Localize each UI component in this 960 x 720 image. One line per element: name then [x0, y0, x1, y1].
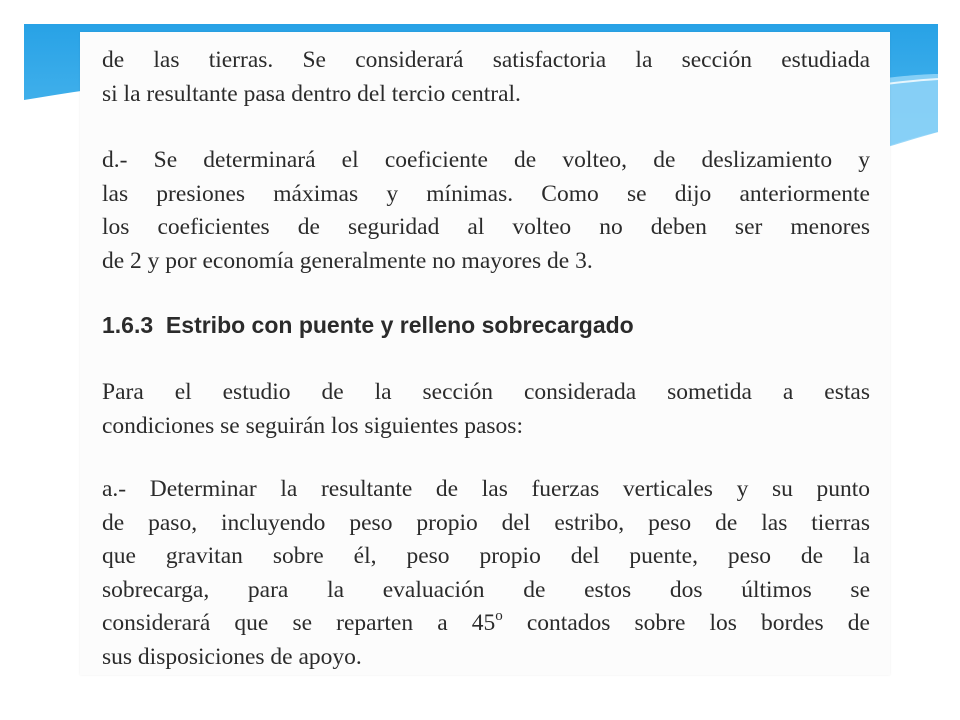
text-line-with-superscript	[102, 607, 870, 641]
paragraph-1	[102, 44, 870, 111]
section-heading: 1.6.3 Estribo con puente y relleno sobrecargado	[102, 312, 634, 338]
text-line: d.- Se determinará el coeficiente de volteo, de deslizamiento y	[102, 147, 870, 173]
degree-superscript: o	[495, 608, 503, 624]
paragraph-4	[102, 473, 870, 674]
document-text	[102, 44, 870, 674]
text-line: de las tierras. Se considerará satisfactoria la sección estudiada	[102, 47, 870, 73]
text-line: sus disposiciones de apoyo.	[102, 643, 362, 670]
text-line: a.- Determinar la resultante de las fuerzas verticales y su punto	[102, 476, 870, 502]
scanned-page	[80, 32, 890, 675]
text-segment: contados sobre los bordes de	[502, 610, 870, 636]
text-segment: considerará que se reparten a 45	[102, 610, 496, 636]
text-line: condiciones se seguirán los siguientes pasos:	[102, 412, 523, 439]
text-line: que gravitan sobre él, peso propio del puente, peso de la	[102, 543, 870, 569]
text-line: Para el estudio de la sección considerada sometida a estas	[102, 379, 870, 405]
text-line: de 2 y por economía generalmente no mayores de 3.	[102, 247, 593, 274]
text-line: de paso, incluyendo peso propio del estribo, peso de las tierras	[102, 509, 870, 536]
paragraph-2	[102, 144, 870, 278]
text-line: si la resultante pasa dentro del tercio central.	[102, 80, 521, 107]
text-line: las presiones máximas y mínimas. Como se dijo anteriormente	[102, 180, 870, 207]
text-line: sobrecarga, para la evaluación de estos dos últimos se	[102, 576, 870, 603]
text-line: los coeficientes de seguridad al volteo no deben ser menores	[102, 214, 870, 240]
paragraph-3	[102, 376, 870, 443]
